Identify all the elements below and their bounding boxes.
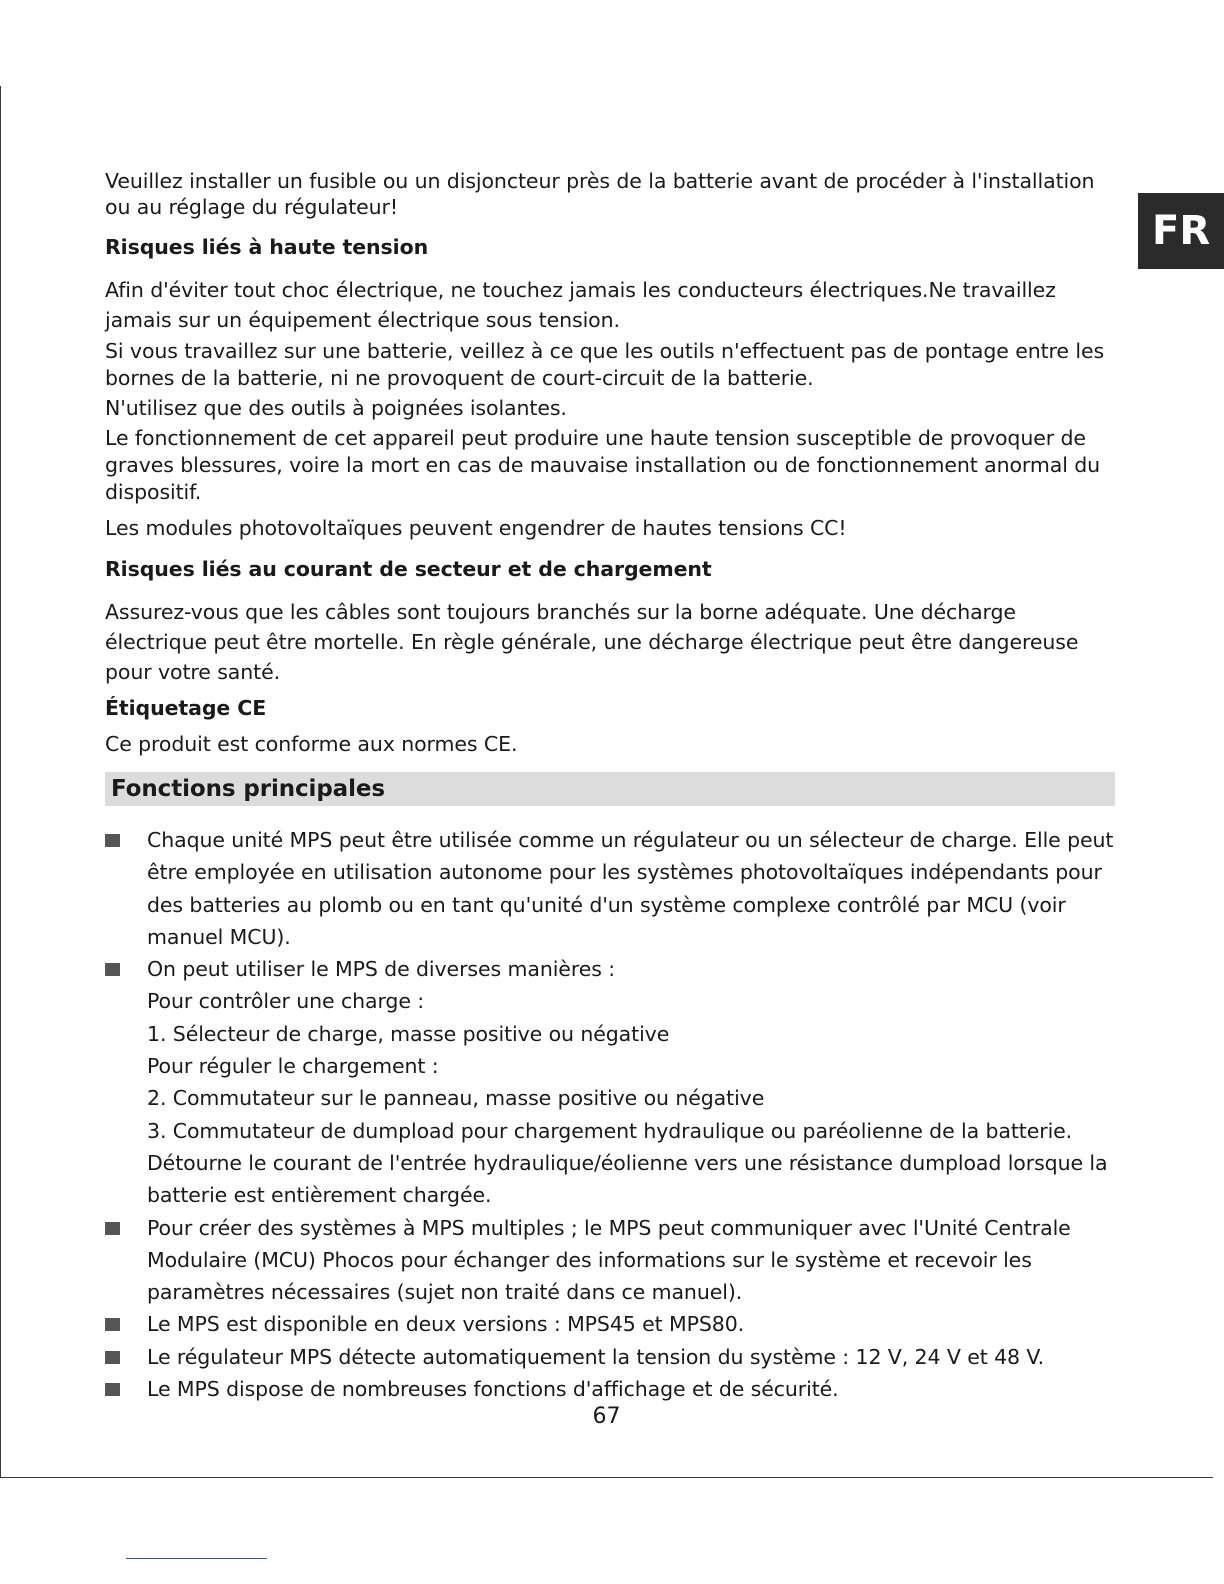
feature-text: Le régulateur MPS détecte automatiquement la tension du système : 12 V, 24 V et 48 V. xyxy=(147,1344,1045,1369)
heading-high-voltage: Risques liés à haute tension xyxy=(105,235,429,259)
hv-paragraph: Si vous travaillez sur une batterie, veillez à ce que les outils n'effectuent pas de pontage entre les bornes de la batterie, ni ne provoquent de court-circuit de la batterie. xyxy=(105,339,1105,390)
square-bullet-icon xyxy=(105,1222,120,1235)
feature-subline: 2. Commutateur sur le panneau, masse positive ou négative xyxy=(147,1086,765,1111)
hv-paragraph: Les modules photovoltaïques peuvent engendrer de hautes tensions CC! xyxy=(105,516,847,540)
page-number: 67 xyxy=(592,1404,621,1429)
feature-subline: 3. Commutateur de dumpload pour chargement hydraulique ou paréolienne de la batterie. Détourne le courant de l'entrée hydraulique/éolienne vers une résistance dumpload lorsque la batterie est entièrement chargée. xyxy=(147,1118,1108,1208)
heading-ce-label: Étiquetage CE xyxy=(105,696,267,720)
square-bullet-icon xyxy=(105,1318,120,1331)
language-tab: FR xyxy=(1138,193,1224,269)
section-title-main-functions: Fonctions principales xyxy=(105,772,1115,806)
square-bullet-icon xyxy=(105,1383,120,1396)
hv-paragraph: Le fonctionnement de cet appareil peut produire une haute tension susceptible de provoquer de graves blessures, voire la mort en cas de mauvaise installation ou de fonctionnement anormal du dispositif. xyxy=(105,426,1101,504)
ce-paragraph: Ce produit est conforme aux normes CE. xyxy=(105,732,518,756)
feature-text: Chaque unité MPS peut être utilisée comme un régulateur ou un sélecteur de charge. Elle peut être employée en utilisation autonome pour les systèmes photovoltaïques indépendants pour des batteries au plomb ou en tant qu'unité d'un système complexe contrôlé par MCU (voir manuel MCU). xyxy=(147,828,1114,949)
square-bullet-icon xyxy=(105,963,120,976)
list-item xyxy=(105,824,1115,953)
feature-text: Pour créer des systèmes à MPS multiples ; le MPS peut communiquer avec l'Unité Centrale Modulaire (MCU) Phocos pour échanger des informations sur le système et recevoir les paramètres nécessaires (sujet non traité dans ce manuel). xyxy=(147,1215,1071,1305)
square-bullet-icon xyxy=(105,834,120,847)
mains-paragraph: Assurez-vous que les câbles sont toujours branchés sur la borne adéquate. Une décharge électrique peut être mortelle. En règle générale, une décharge électrique peut être dangereuse pour votre santé. xyxy=(105,600,1079,684)
hv-paragraph: Afin d'éviter tout choc électrique, ne touchez jamais les conducteurs électriques.Ne travaillez jamais sur un équipement électrique sous tension. xyxy=(105,278,1056,332)
list-item xyxy=(105,1212,1115,1309)
list-item xyxy=(105,1308,1115,1340)
feature-list xyxy=(105,824,1115,1405)
intro-warning: Veuillez installer un fusible ou un disjoncteur près de la batterie avant de procéder à l'installation ou au réglage du régulateur! xyxy=(105,169,1095,219)
feature-subline: 1. Sélecteur de charge, masse positive ou négative xyxy=(147,1021,670,1046)
crop-line-bottom xyxy=(0,1477,1213,1478)
hv-paragraph: N'utilisez que des outils à poignées isolantes. xyxy=(105,396,567,420)
feature-text: Le MPS dispose de nombreuses fonctions d'affichage et de sécurité. xyxy=(147,1377,839,1402)
page-content xyxy=(105,168,1115,1405)
heading-mains-risks: Risques liés au courant de secteur et de chargement xyxy=(105,557,712,581)
crop-mark-bottom xyxy=(126,1558,267,1559)
feature-text: Le MPS est disponible en deux versions : MPS45 et MPS80. xyxy=(147,1312,745,1337)
crop-line-left xyxy=(0,86,1,1478)
feature-subline: Pour contrôler une charge : xyxy=(147,989,425,1014)
feature-text: On peut utiliser le MPS de diverses manières : xyxy=(147,957,616,982)
list-item xyxy=(105,1373,1115,1405)
list-item xyxy=(105,1341,1115,1373)
list-item xyxy=(105,953,1115,1211)
square-bullet-icon xyxy=(105,1351,120,1364)
feature-subline: Pour réguler le chargement : xyxy=(147,1054,439,1079)
